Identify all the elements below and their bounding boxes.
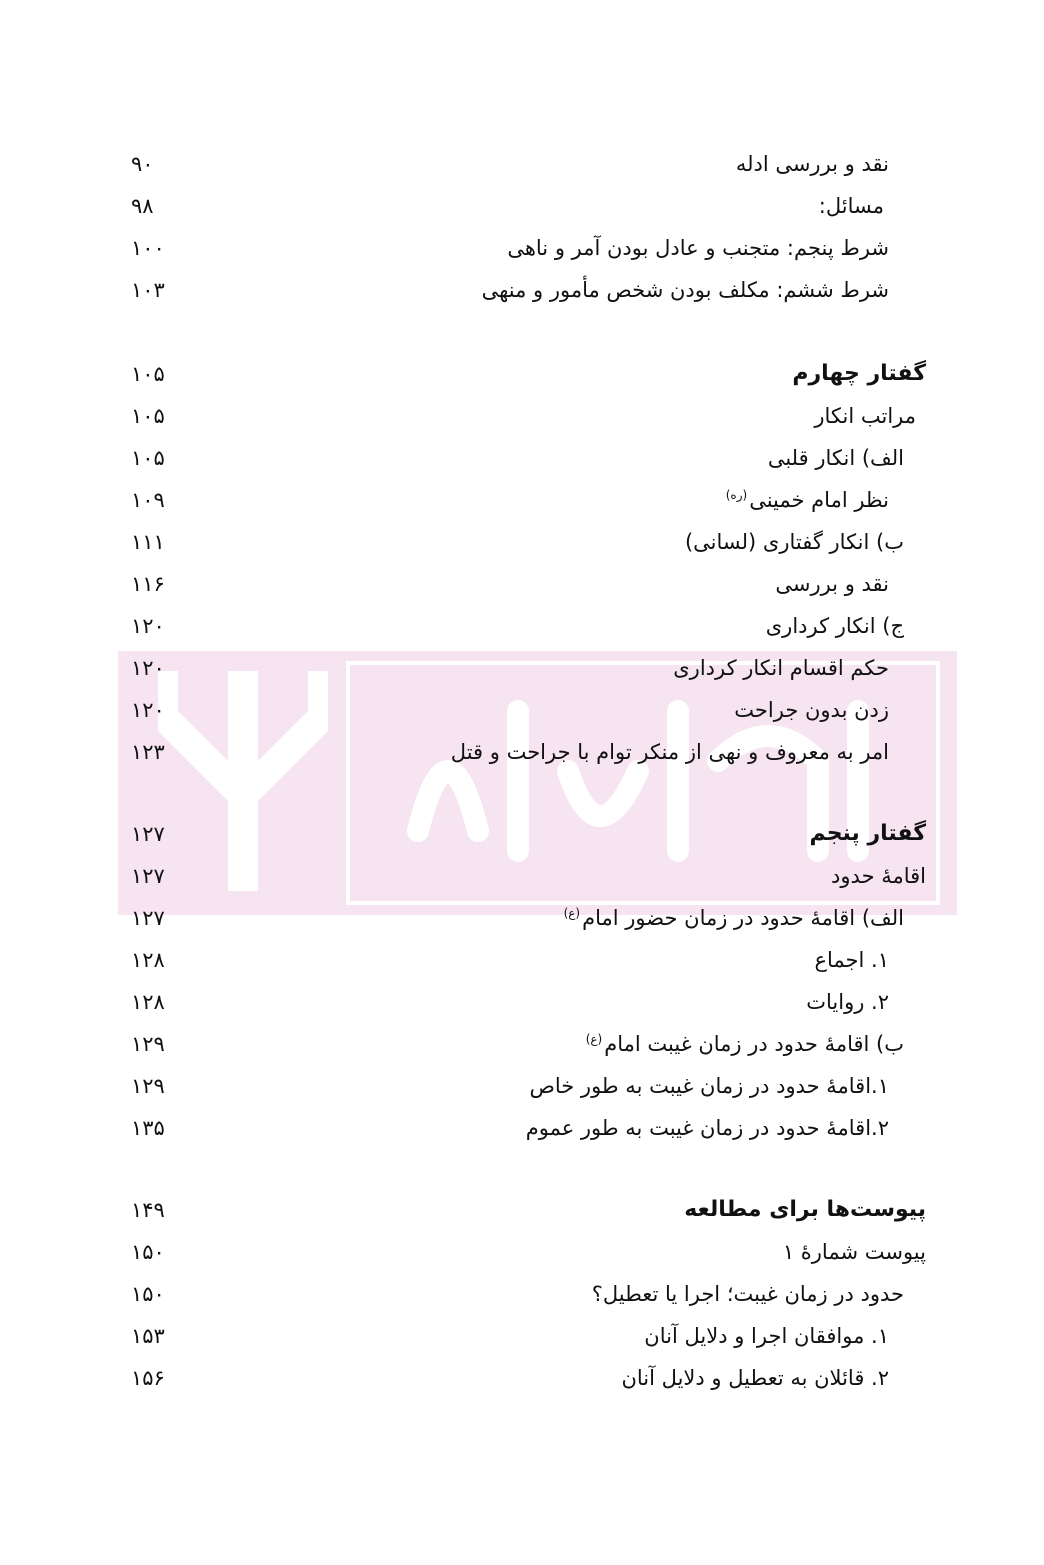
toc-entry xyxy=(0,186,1044,226)
toc-entry xyxy=(0,564,1044,604)
toc-heading xyxy=(0,354,1044,394)
toc-entry-title: نقد و بررسی xyxy=(775,572,889,596)
toc-heading xyxy=(0,1190,1044,1230)
toc-entry xyxy=(0,898,1044,938)
toc-entry-page: ۱۲۷ xyxy=(131,906,165,930)
toc-entry-page: ۱۲۹ xyxy=(131,1074,165,1098)
toc-entry-page: ۱۵۶ xyxy=(131,1366,165,1390)
toc-entry xyxy=(0,1316,1044,1356)
toc-entry xyxy=(0,690,1044,730)
toc-entry-title: حکم اقسام انکار کرداری xyxy=(673,656,889,680)
toc-entry-superscript: (ره) xyxy=(725,488,748,502)
toc-entry-page: ۹۰ xyxy=(131,152,154,176)
toc-entry-title: حدود در زمان غیبت؛ اجرا یا تعطیل؟ xyxy=(591,1282,904,1306)
toc-entry xyxy=(0,648,1044,688)
toc-entry xyxy=(0,144,1044,184)
toc-entry-page: ۱۲۸ xyxy=(131,990,165,1014)
toc-entry-title: نقد و بررسی ادله xyxy=(735,152,889,176)
toc-entry-title: شرط پنجم: متجنب و عادل بودن آمر و ناهی xyxy=(507,236,889,260)
toc-entry-title: مسائل: xyxy=(818,194,884,218)
toc-entry-title: شرط ششم: مکلف بودن شخص مأمور و منهی xyxy=(481,278,889,302)
toc-entry xyxy=(0,982,1044,1022)
toc-entry-title: ۲. روایات xyxy=(806,990,889,1014)
toc-entry-page: ۱۰۵ xyxy=(131,446,165,470)
toc-entry-page: ۱۰۹ xyxy=(131,488,165,512)
toc-entry-title: ۲.اقامهٔ حدود در زمان غیبت به طور عموم xyxy=(525,1116,889,1140)
toc-entry-title: ج) انکار کرداری xyxy=(765,614,904,638)
toc-entry xyxy=(0,228,1044,268)
toc-entry xyxy=(0,856,1044,896)
toc-heading-title: گفتار چهارم xyxy=(792,361,926,386)
toc-entry xyxy=(0,940,1044,980)
toc-entry-page: ۱۳۵ xyxy=(131,1116,165,1140)
toc-entry-page: ۱۱۶ xyxy=(131,572,165,596)
toc-entry-title: زدن بدون جراحت xyxy=(734,698,889,722)
toc-entry-title: نظر امام خمینی$^{(ره)}$ xyxy=(725,488,889,512)
toc-entry xyxy=(0,1358,1044,1398)
toc-entry-page: ۱۲۰ xyxy=(131,656,165,680)
toc-entry-page: ۱۰۳ xyxy=(131,278,165,302)
toc-entry-page: ۱۲۰ xyxy=(131,698,165,722)
toc-entry-page: ۱۱۱ xyxy=(131,530,165,554)
toc-entry-page: ۱۵۰ xyxy=(131,1282,165,1306)
toc-heading-title: گفتار پنجم xyxy=(809,821,926,846)
toc-entry-page: ۱۲۳ xyxy=(131,740,165,764)
toc-entry-page: ۱۴۹ xyxy=(131,1198,165,1222)
toc-entry-page: ۱۲۰ xyxy=(131,614,165,638)
toc-entry-title: امر به معروف و نهی از منکر توام با جراحت و قتل xyxy=(450,740,889,764)
toc-entry xyxy=(0,396,1044,436)
toc-entry xyxy=(0,606,1044,646)
toc-entry-page: ۱۰۵ xyxy=(131,362,165,386)
toc-entry xyxy=(0,522,1044,562)
toc-entry-page: ۱۰۰ xyxy=(131,236,165,260)
toc-entry-page: ۱۰۵ xyxy=(131,404,165,428)
toc-entry xyxy=(0,1232,1044,1272)
toc-entry-title: ۲. قائلان به تعطیل و دلایل آنان xyxy=(621,1366,889,1390)
toc-entry-title: ب) انکار گفتاری (لسانی) xyxy=(684,530,904,554)
toc-entry-title: ۱. اجماع xyxy=(814,948,889,972)
toc-entry-page: ۱۲۹ xyxy=(131,1032,165,1056)
toc-entry xyxy=(0,480,1044,520)
toc-entry-title: الف) اقامهٔ حدود در زمان حضور امام$^{(ع)}$ xyxy=(563,906,904,930)
toc-entry xyxy=(0,1108,1044,1148)
toc-entry xyxy=(0,438,1044,478)
toc-entry-title: اقامهٔ حدود xyxy=(831,864,926,888)
toc-entry-title: ۱.اقامهٔ حدود در زمان غیبت به طور خاص xyxy=(529,1074,889,1098)
toc-entry-title: الف) انکار قلبی xyxy=(767,446,904,470)
toc-entry-superscript: (ع) xyxy=(563,906,581,920)
toc-heading-title: پیوست‌ها برای مطالعه xyxy=(684,1197,926,1222)
toc-entry xyxy=(0,1274,1044,1314)
toc-entry-title: پیوست شمارهٔ ۱ xyxy=(782,1240,926,1264)
toc-entry-title: مراتب انکار xyxy=(814,404,916,428)
toc-entry-page: ۱۲۸ xyxy=(131,948,165,972)
toc-entry-page: ۹۸ xyxy=(131,194,154,218)
toc-entry-page: ۱۲۷ xyxy=(131,822,165,846)
toc-entry-page: ۱۲۷ xyxy=(131,864,165,888)
toc-entry xyxy=(0,1024,1044,1064)
toc-entry xyxy=(0,270,1044,310)
toc-entry-page: ۱۵۰ xyxy=(131,1240,165,1264)
toc-entry-title: ۱. موافقان اجرا و دلایل آنان xyxy=(644,1324,889,1348)
toc-heading xyxy=(0,814,1044,854)
toc-entry-title: ب) اقامهٔ حدود در زمان غیبت امام$^{(ع)}$ xyxy=(585,1032,904,1056)
toc-entry-superscript: (ع) xyxy=(585,1032,603,1046)
toc-entry xyxy=(0,1066,1044,1106)
toc-entry xyxy=(0,732,1044,772)
toc-entry-page: ۱۵۳ xyxy=(131,1324,165,1348)
